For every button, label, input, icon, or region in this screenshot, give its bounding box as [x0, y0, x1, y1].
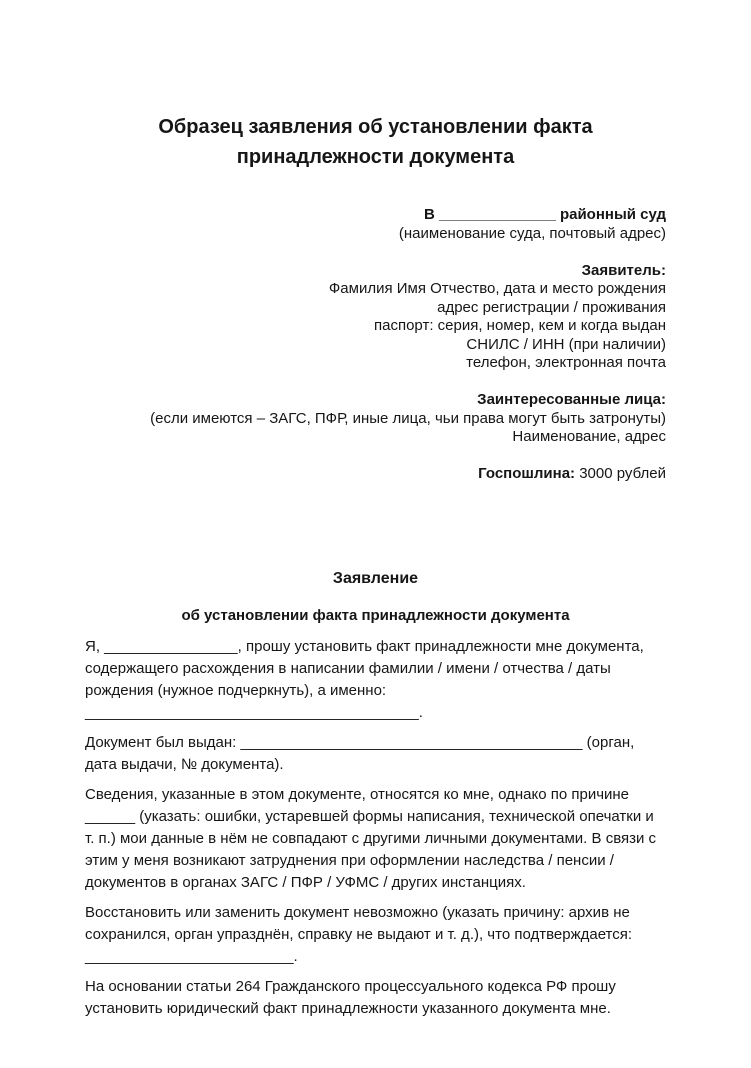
spacer: [85, 373, 666, 392]
applicant-line: СНИЛС / ИНН (при наличии): [466, 335, 666, 353]
spacer: [85, 243, 666, 262]
statement-body: [85, 636, 666, 1020]
applicant-line: Фамилия Имя Отчество, дата и место рождения: [328, 280, 666, 297]
court-header-block: [85, 206, 666, 484]
state-fee-value: 3000 рублей: [579, 465, 666, 482]
document-title-line1: Образец заявления об установлении факта: [158, 116, 593, 138]
applicant-line: адрес регистрации / проживания: [437, 298, 666, 316]
state-fee-line: [85, 465, 666, 484]
document-title-line2: принадлежности документа: [236, 146, 515, 168]
applicant-label: Заявитель:: [581, 261, 666, 279]
interested-parties-line: Наименование, адрес: [512, 428, 666, 445]
interested-parties-line: (если имеются – ЗАГС, ПФР, иные лица, чьи права могут быть затронуты): [150, 409, 666, 427]
paragraph-legal-basis: На основании статьи 264 Гражданского процессуального кодекса РФ прошу установить юридический факт принадлежности указанного документа мне.: [85, 977, 616, 1017]
paragraph-request: Я, ________________, прошу установить факт принадлежности мне документа, содержащего расхождения в написании фамилии / имени / отчества / даты рождения (нужное подчеркнуть), а именно: ________________________________________.: [85, 637, 644, 721]
paragraph-discrepancy-details: Сведения, указанные в этом документе, относятся ко мне, однако по причине ______ (указать: ошибки, устаревшей формы написания, технической опечатки и т. п.) мои данные в нём не совпадают с другими личными документами. В связи с этим у меня возникают затруднения при оформлении наследства / пенсии / документов в органах ЗАГС / ПФР / УФМС / других инстанциях.: [85, 785, 657, 891]
state-fee-label: Госпошлина:: [478, 465, 576, 482]
paragraph-document-issued: Документ был выдан: _________________________________________ (орган, дата выдачи, № документа).: [85, 733, 635, 773]
document-title: [85, 112, 666, 172]
interested-parties-label: Заинтересованные лица:: [477, 391, 666, 408]
statement-heading: Заявление: [332, 569, 419, 587]
paragraph-impossible-to-restore: Восстановить или заменить документ невозможно (указать причину: архив не сохранился, орган упразднён, справку не выдают и т. д.), что подтверждается: _________________________.: [85, 903, 633, 965]
court-name-line: В ______________ районный суд: [424, 206, 666, 223]
applicant-line: телефон, электронная почта: [466, 354, 666, 371]
court-note: (наименование суда, почтовый адрес): [398, 224, 666, 242]
applicant-line: паспорт: серия, номер, кем и когда выдан: [374, 317, 666, 334]
statement-subheading: об установлении факта принадлежности документа: [181, 606, 570, 624]
spacer: [85, 447, 666, 466]
